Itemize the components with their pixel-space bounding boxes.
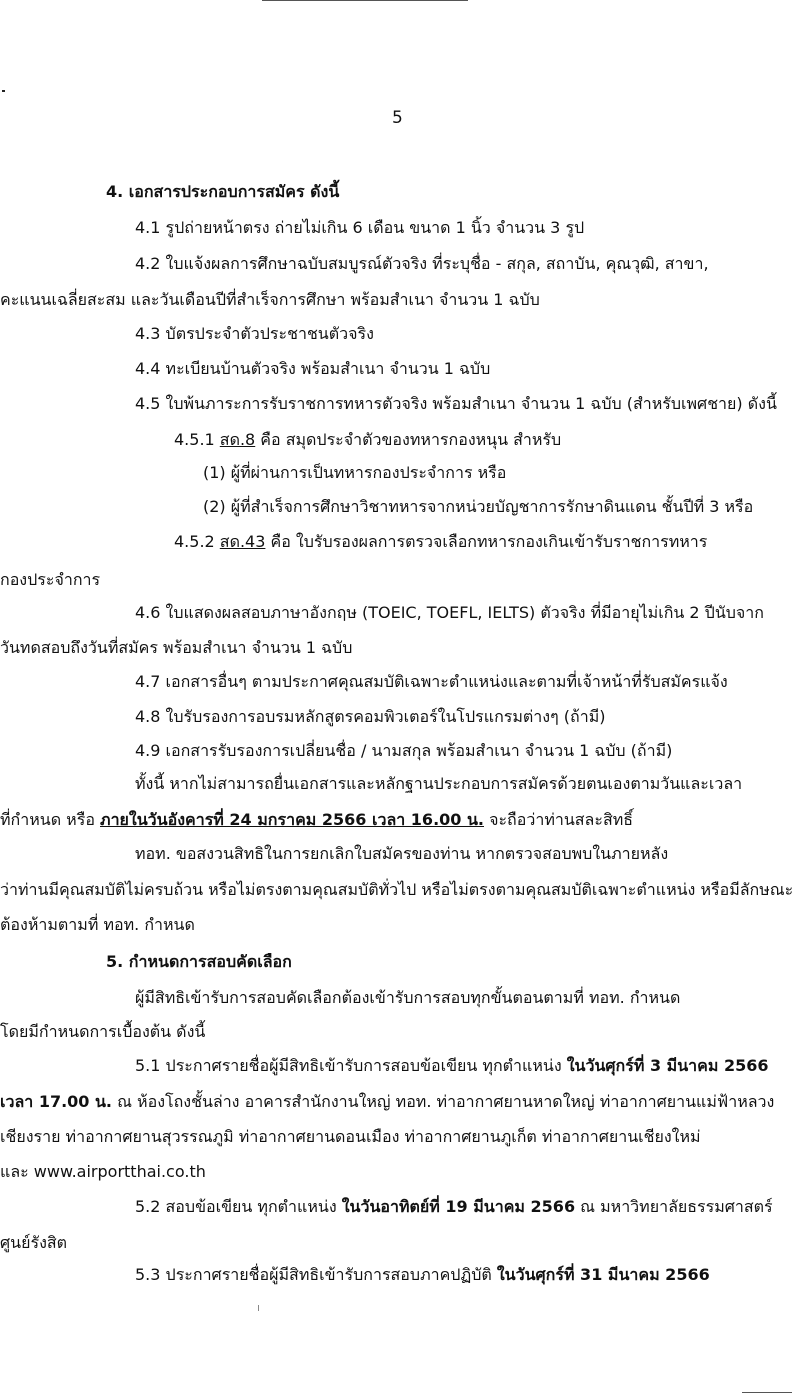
item-4-2-line2: คะแนนเฉลี่ยสะสม และวันเดือนปีที่สำเร็จการศึกษา พร้อมสำเนา จำนวน 1 ฉบับ xyxy=(0,290,540,309)
item-4-1: 4.1 รูปถ่ายหน้าตรง ถ่ายไม่เกิน 6 เดือน ขนาด 1 นิ้ว จำนวน 3 รูป xyxy=(135,218,585,237)
item-4-5-1 xyxy=(174,430,561,450)
note-1-line2 xyxy=(0,810,633,830)
item-5-1-location: ณ ห้องโถงชั้นล่าง อาคารสำนักงานใหญ่ ทอท. ท่าอากาศยานหาดใหญ่ ท่าอากาศยานแม่ฟ้าหลวง xyxy=(112,1092,775,1111)
note-2-line2: ว่าท่านมีคุณสมบัติไม่ครบถ้วน หรือไม่ตรงตามคุณสมบัติทั่วไป หรือไม่ตรงตามคุณสมบัติเฉพาะตำแหน่ง หรือมีลักษณะ xyxy=(0,880,794,899)
item-4-5: 4.5 ใบพ้นภาระการรับราชการทหารตัวจริง พร้อมสำเนา จำนวน 1 ฉบับ (สำหรับเพศชาย) ดังนี้ xyxy=(135,394,777,413)
item-4-3: 4.3 บัตรประจำตัวประชาชนตัวจริง xyxy=(135,324,374,343)
item-5-1-line1 xyxy=(135,1056,768,1076)
item-4-6-line1: 4.6 ใบแสดงผลสอบภาษาอังกฤษ (TOEIC, TOEFL, IELTS) ตัวจริง ที่มีอายุไม่เกิน 2 ปีนับจาก xyxy=(135,603,764,622)
item-4-7: 4.7 เอกสารอื่นๆ ตามประกาศคุณสมบัติเฉพาะตำแหน่งและตามที่เจ้าหน้าที่รับสมัครแจ้ง xyxy=(135,672,728,691)
section-5-intro-line1: ผู้มีสิทธิเข้ารับการสอบคัดเลือกต้องเข้ารับการสอบทุกขั้นตอนตามที่ ทอท. กำหนด xyxy=(135,988,681,1007)
item-5-2-location: ณ มหาวิทยาลัยธรรมศาสตร์ xyxy=(575,1197,773,1216)
sd43-label: สด.43 xyxy=(219,532,266,551)
item-4-5-1-text: คือ สมุดประจำตัวของทหารกองหนุน สำหรับ xyxy=(255,430,562,449)
item-5-1-line3: เชียงราย ท่าอากาศยานสุวรรณภูมิ ท่าอากาศยานดอนเมือง ท่าอากาศยานภูเก็ต ท่าอากาศยานเชียงใหม่ xyxy=(0,1127,701,1146)
item-5-1-line4: และ www.airportthai.co.th xyxy=(0,1162,206,1181)
item-4-6-line2: วันทดสอบถึงวันที่สมัคร พร้อมสำเนา จำนวน 1 ฉบับ xyxy=(0,638,353,657)
section-4-heading: 4. เอกสารประกอบการสมัคร ดังนี้ xyxy=(106,182,340,201)
page-number: 5 xyxy=(392,108,403,128)
item-5-1-time: เวลา 17.00 น. xyxy=(0,1092,113,1111)
item-4-5-1-sub2: (2) ผู้ที่สำเร็จการศึกษาวิชาทหารจากหน่วยบัญชาการรักษาดินแดน ชั้นปีที่ 3 หรือ xyxy=(203,497,754,516)
item-4-4: 4.4 ทะเบียนบ้านตัวจริง พร้อมสำเนา จำนวน 1 ฉบับ xyxy=(135,359,491,378)
scan-speck-2 xyxy=(258,1305,259,1311)
section-5-intro-line2: โดยมีกำหนดการเบื้องต้น ดังนี้ xyxy=(0,1022,206,1041)
item-4-5-2-num: 4.5.2 xyxy=(174,532,220,551)
item-5-2-line1 xyxy=(135,1197,773,1217)
note-1-line1: ทั้งนี้ หากไม่สามารถยื่นเอกสารและหลักฐานประกอบการสมัครด้วยตนเองตามวันและเวลา xyxy=(135,774,743,793)
item-5-2-line2: ศูนย์รังสิต xyxy=(0,1233,68,1252)
item-5-1-line2 xyxy=(0,1092,774,1112)
scan-speck xyxy=(2,90,5,92)
note-2-line3: ต้องห้ามตามที่ ทอท. กำหนด xyxy=(0,915,195,934)
note-1-pre: ที่กำหนด หรือ xyxy=(0,810,101,829)
note-1-post: จะถือว่าท่านสละสิทธิ์ xyxy=(484,810,634,829)
item-4-5-2 xyxy=(174,532,707,552)
bottom-rule xyxy=(742,1392,792,1393)
item-5-1-text: 5.1 ประกาศรายชื่อผู้มีสิทธิเข้ารับการสอบข้อเขียน ทุกตำแหน่ง xyxy=(135,1056,567,1075)
item-5-3-text: 5.3 ประกาศรายชื่อผู้มีสิทธิเข้ารับการสอบภาคปฏิบัติ xyxy=(135,1265,497,1284)
top-rule xyxy=(262,0,468,1)
item-4-8: 4.8 ใบรับรองการอบรมหลักสูตรคอมพิวเตอร์ในโปรแกรมต่างๆ (ถ้ามี) xyxy=(135,707,606,726)
item-4-2-line1: 4.2 ใบแจ้งผลการศึกษาฉบับสมบูรณ์ตัวจริง ที่ระบุชื่อ - สกุล, สถาบัน, คุณวุฒิ, สาขา, xyxy=(135,254,709,273)
item-5-3-date: ในวันศุกร์ที่ 31 มีนาคม 2566 xyxy=(496,1265,710,1284)
item-5-2-date: ในวันอาทิตย์ที่ 19 มีนาคม 2566 xyxy=(341,1197,576,1216)
item-4-5-2-line2: กองประจำการ xyxy=(0,570,101,589)
note-2-line1: ทอท. ขอสงวนสิทธิในการยกเลิกใบสมัครของท่าน หากตรวจสอบพบในภายหลัง xyxy=(135,844,669,863)
item-4-5-2-text: คือ ใบรับรองผลการตรวจเลือกทหารกองเกินเข้ารับราชการทหาร xyxy=(265,532,708,551)
item-4-5-1-num: 4.5.1 xyxy=(174,430,220,449)
item-5-1-date: ในวันศุกร์ที่ 3 มีนาคม 2566 xyxy=(566,1056,769,1075)
deadline-text: ภายในวันอังคารที่ 24 มกราคม 2566 เวลา 16.00 น. xyxy=(100,810,484,829)
section-5-heading: 5. กำหนดการสอบคัดเลือก xyxy=(106,952,292,971)
item-5-2-text: 5.2 สอบข้อเขียน ทุกตำแหน่ง xyxy=(135,1197,342,1216)
item-5-3 xyxy=(135,1265,710,1285)
item-4-9: 4.9 เอกสารรับรองการเปลี่ยนชื่อ / นามสกุล พร้อมสำเนา จำนวน 1 ฉบับ (ถ้ามี) xyxy=(135,741,673,760)
sd8-label: สด.8 xyxy=(219,430,256,449)
item-4-5-1-sub1: (1) ผู้ที่ผ่านการเป็นทหารกองประจำการ หรือ xyxy=(203,463,507,482)
